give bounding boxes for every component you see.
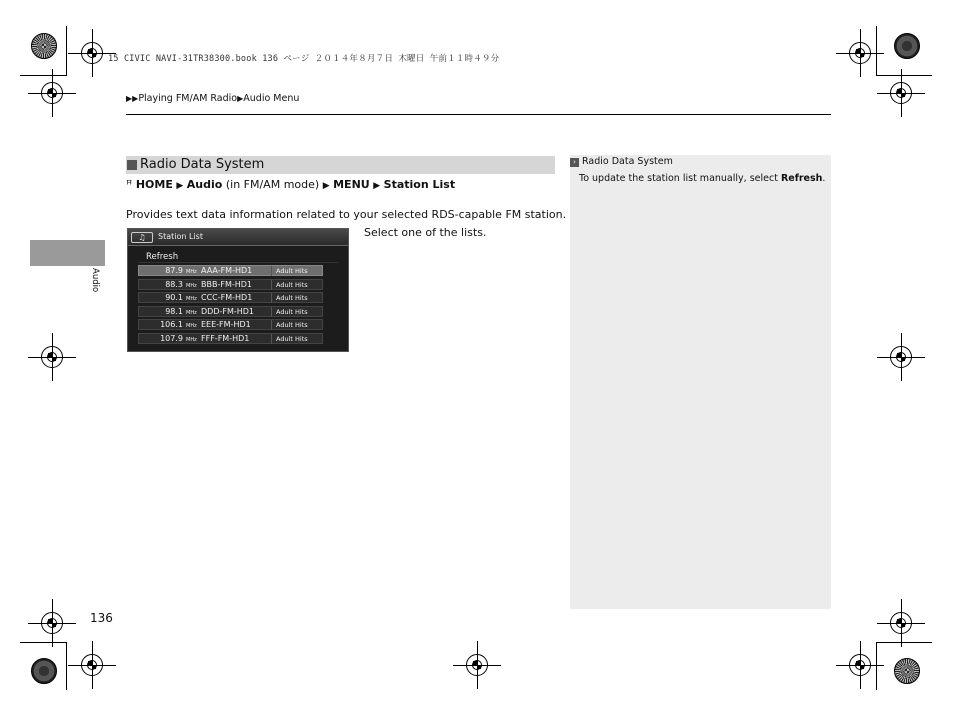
registration-mark [890, 346, 912, 368]
station-list-item[interactable] [138, 319, 323, 330]
note-title [570, 156, 673, 167]
registration-mark [41, 612, 63, 634]
color-calibration-mark [894, 33, 920, 59]
menu-path [126, 178, 455, 191]
crop-line [876, 26, 877, 76]
note-icon: › [570, 158, 579, 167]
note-panel [570, 155, 831, 609]
station-mhz-label: MHz [186, 269, 197, 275]
refresh-button[interactable]: Refresh [138, 251, 338, 263]
registration-mark [81, 654, 103, 676]
crop-line [20, 75, 67, 76]
breadcrumb-level2: Audio Menu [243, 93, 300, 104]
registration-mark [890, 612, 912, 634]
home-button-icon: ꟸ [126, 178, 133, 191]
station-name: EEE-FM-HD1 [201, 320, 251, 330]
station-mhz-label: MHz [186, 323, 197, 330]
print-header-stamp: 15 CIVIC NAVI-31TR38300.book 136 ページ ２０１４年８月７日 木曜日 午前１１時４９分 [108, 54, 500, 64]
header-rule [126, 114, 831, 115]
path-audio: Audio [186, 178, 223, 191]
section-marker-icon [127, 160, 137, 170]
chapter-tab [30, 240, 105, 266]
crop-line [20, 642, 67, 643]
station-frequency: 98.1 [165, 306, 183, 316]
station-genre: Adult Hits [271, 320, 323, 330]
station-mhz-label: MHz [186, 296, 197, 303]
registration-mark [41, 82, 63, 104]
station-frequency: 90.1 [165, 293, 183, 303]
station-frequency: 87.9 [165, 266, 183, 275]
station-name: DDD-FM-HD1 [201, 306, 255, 316]
crop-line [66, 26, 67, 76]
station-name: CCC-FM-HD1 [201, 293, 253, 303]
station-name: FFF-FM-HD1 [201, 334, 250, 343]
path-arrow: ▶ [322, 181, 330, 191]
breadcrumb-separator: ▶ [237, 94, 244, 103]
crop-line [876, 75, 932, 76]
breadcrumb-level1: Playing FM/AM Radio [138, 93, 238, 104]
station-frequency: 106.1 [160, 320, 183, 330]
color-calibration-mark [31, 658, 57, 684]
breadcrumb-arrows: ▶▶ [126, 94, 139, 103]
station-name: BBB-FM-HD1 [201, 279, 253, 289]
station-mhz-label: MHz [186, 309, 197, 316]
path-home: HOME [135, 178, 173, 191]
crop-line [66, 642, 67, 690]
screen-title: Station List [158, 232, 203, 241]
note-text-bold: Refresh [780, 173, 823, 184]
station-frequency: 107.9 [160, 334, 183, 343]
registration-mark [849, 42, 871, 64]
breadcrumb [126, 93, 299, 104]
path-arrow: ▶ [176, 181, 184, 191]
page-number: 136 [90, 611, 113, 625]
chapter-tab-label: Audio [90, 268, 100, 293]
audio-source-icon[interactable]: ♫ [131, 232, 153, 243]
note-text [579, 173, 825, 184]
station-list-item[interactable] [138, 306, 323, 317]
registration-mark [890, 82, 912, 104]
path-station-list: Station List [383, 178, 456, 191]
station-mhz-label: MHz [186, 282, 197, 289]
screen-caption: Select one of the lists. [364, 226, 487, 239]
path-menu: MENU [333, 178, 370, 191]
section-description: Provides text data information related to your selected RDS-capable FM station. [126, 208, 567, 221]
station-list-item[interactable] [138, 333, 323, 344]
note-title-text: Radio Data System [582, 156, 673, 167]
registration-mark [81, 42, 103, 64]
station-name: AAA-FM-HD1 [201, 266, 253, 275]
station-genre: Adult Hits [271, 266, 323, 276]
note-text-suffix: . [822, 173, 826, 184]
station-list-item[interactable] [138, 265, 323, 276]
station-list-screen [127, 228, 349, 352]
color-calibration-mark [894, 658, 920, 684]
registration-mark [41, 346, 63, 368]
station-frequency: 88.3 [165, 279, 183, 289]
path-arrow: ▶ [373, 181, 381, 191]
registration-mark [466, 654, 488, 676]
station-genre: Adult Hits [271, 334, 323, 344]
station-genre: Adult Hits [271, 293, 323, 303]
note-text-prefix: To update the station list manually, select [579, 173, 781, 184]
registration-mark [849, 654, 871, 676]
screen-title-bar [128, 229, 349, 246]
path-mode: (in FM/AM mode) [225, 178, 320, 191]
crop-line [876, 642, 877, 690]
station-list-item[interactable] [138, 292, 323, 303]
station-list-item[interactable] [138, 279, 323, 290]
crop-line [876, 642, 932, 643]
station-genre: Adult Hits [271, 307, 323, 317]
color-calibration-mark [31, 33, 57, 59]
station-genre: Adult Hits [271, 280, 323, 290]
station-mhz-label: MHz [186, 337, 197, 343]
section-title: Radio Data System [140, 157, 265, 172]
